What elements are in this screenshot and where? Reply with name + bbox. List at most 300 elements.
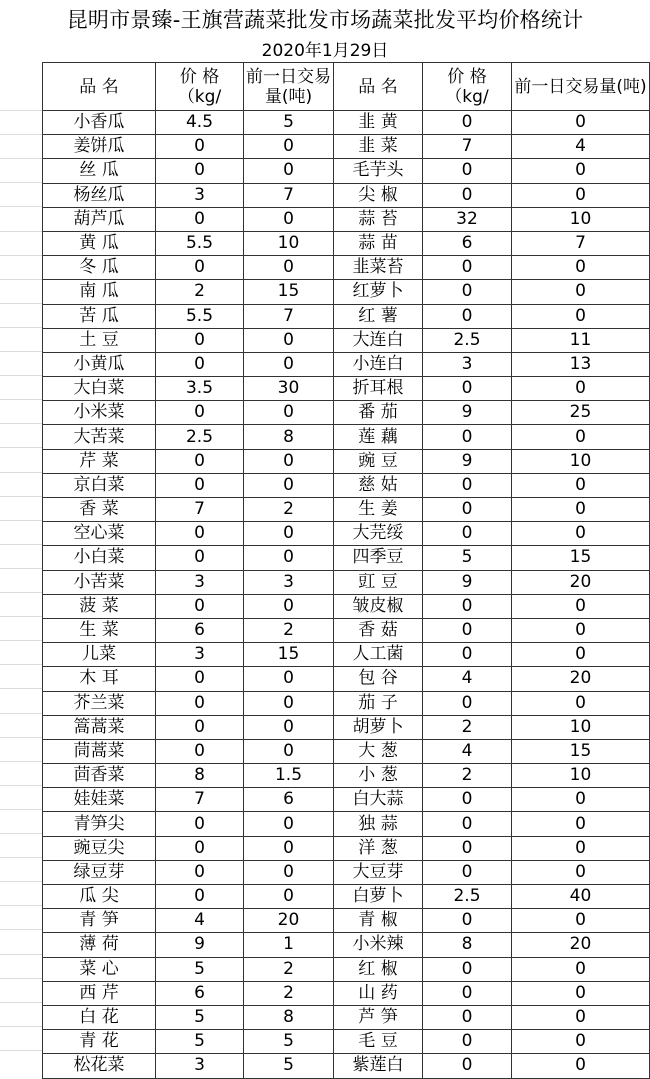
item-price-2: 4 xyxy=(423,739,512,763)
item-price: 0 xyxy=(156,546,244,570)
gutter-line xyxy=(0,182,42,183)
item-volume-2: 0 xyxy=(512,957,650,981)
item-volume: 2 xyxy=(244,498,334,522)
item-price: 7 xyxy=(156,788,244,812)
table-row xyxy=(43,473,650,497)
item-name-2: 香 菇 xyxy=(334,618,423,642)
item-price-2: 0 xyxy=(423,1005,512,1029)
item-volume: 0 xyxy=(244,401,334,425)
item-price-2: 0 xyxy=(423,183,512,207)
item-price-2: 0 xyxy=(423,691,512,715)
gutter-line xyxy=(0,761,42,762)
item-name: 薄 荷 xyxy=(43,933,156,957)
item-price: 0 xyxy=(156,594,244,618)
item-name-2: 蒜 苗 xyxy=(334,231,423,255)
table-row xyxy=(43,280,650,304)
table-row xyxy=(43,135,650,159)
item-price-2: 2.5 xyxy=(423,328,512,352)
item-price: 0 xyxy=(156,739,244,763)
item-volume: 0 xyxy=(244,594,334,618)
item-price-2: 0 xyxy=(423,498,512,522)
item-volume: 5 xyxy=(244,111,334,135)
item-name-2: 红 椒 xyxy=(334,957,423,981)
item-price-2: 0 xyxy=(423,788,512,812)
gutter-line xyxy=(0,978,42,979)
item-price: 0 xyxy=(156,449,244,473)
item-volume-2: 0 xyxy=(512,643,650,667)
gutter-line xyxy=(0,544,42,545)
table-row xyxy=(43,715,650,739)
item-volume-2: 13 xyxy=(512,352,650,376)
item-name: 儿菜 xyxy=(43,643,156,667)
table-row xyxy=(43,667,650,691)
item-price-2: 0 xyxy=(423,377,512,401)
item-name: 篙蒿菜 xyxy=(43,715,156,739)
item-volume-2: 0 xyxy=(512,1054,650,1078)
item-price: 6 xyxy=(156,618,244,642)
item-name-2: 韭 菜 xyxy=(334,135,423,159)
item-name: 生 菜 xyxy=(43,618,156,642)
item-name-2: 生 姜 xyxy=(334,498,423,522)
item-volume-2: 0 xyxy=(512,377,650,401)
gutter-line xyxy=(0,809,42,810)
item-price: 5.5 xyxy=(156,304,244,328)
item-volume-2: 10 xyxy=(512,449,650,473)
item-volume: 1 xyxy=(244,933,334,957)
item-volume-2: 0 xyxy=(512,256,650,280)
gutter-line xyxy=(0,881,42,882)
header-price: 价 格 （kg/ xyxy=(156,63,244,111)
item-price-2: 9 xyxy=(423,570,512,594)
item-volume-2: 20 xyxy=(512,667,650,691)
item-volume: 0 xyxy=(244,715,334,739)
item-name: 芹 菜 xyxy=(43,449,156,473)
gutter-line xyxy=(0,303,42,304)
item-price: 0 xyxy=(156,812,244,836)
item-price: 0 xyxy=(156,352,244,376)
item-volume-2: 0 xyxy=(512,691,650,715)
item-name: 大苦菜 xyxy=(43,425,156,449)
table-row xyxy=(43,860,650,884)
table-row xyxy=(43,594,650,618)
price-table xyxy=(42,62,650,1079)
item-price: 8 xyxy=(156,764,244,788)
table-row xyxy=(43,522,650,546)
item-name: 葫芦瓜 xyxy=(43,207,156,231)
table-row xyxy=(43,231,650,255)
item-volume: 0 xyxy=(244,135,334,159)
item-volume: 0 xyxy=(244,885,334,909)
item-volume-2: 4 xyxy=(512,135,650,159)
item-price: 4 xyxy=(156,909,244,933)
item-name: 菜 心 xyxy=(43,957,156,981)
item-price: 3 xyxy=(156,183,244,207)
item-volume-2: 0 xyxy=(512,304,650,328)
table-row xyxy=(43,377,650,401)
gutter-line xyxy=(0,158,42,159)
item-volume: 0 xyxy=(244,860,334,884)
item-price: 5 xyxy=(156,1005,244,1029)
item-name-2: 胡萝卜 xyxy=(334,715,423,739)
item-name: 香 菜 xyxy=(43,498,156,522)
gutter-line xyxy=(0,857,42,858)
item-volume: 15 xyxy=(244,643,334,667)
table-row xyxy=(43,957,650,981)
table-row xyxy=(43,643,650,667)
gutter-line xyxy=(0,616,42,617)
item-volume-2: 0 xyxy=(512,522,650,546)
item-name: 芥兰菜 xyxy=(43,691,156,715)
item-volume-2: 40 xyxy=(512,885,650,909)
table-row xyxy=(43,739,650,763)
item-volume: 5 xyxy=(244,1030,334,1054)
item-price-2: 0 xyxy=(423,643,512,667)
item-name-2: 白大蒜 xyxy=(334,788,423,812)
item-name: 小米菜 xyxy=(43,401,156,425)
gutter-line xyxy=(0,496,42,497)
item-name-2: 韭菜苔 xyxy=(334,256,423,280)
item-volume: 0 xyxy=(244,352,334,376)
item-name: 菠 菜 xyxy=(43,594,156,618)
item-name: 京白菜 xyxy=(43,473,156,497)
item-volume: 0 xyxy=(244,812,334,836)
gutter-line xyxy=(0,688,42,689)
item-volume: 0 xyxy=(244,328,334,352)
item-price: 5.5 xyxy=(156,231,244,255)
table-row xyxy=(43,546,650,570)
item-name-2: 白萝卜 xyxy=(334,885,423,909)
item-name: 丝 瓜 xyxy=(43,159,156,183)
table-row xyxy=(43,1030,650,1054)
item-volume-2: 0 xyxy=(512,788,650,812)
item-volume: 0 xyxy=(244,256,334,280)
item-price: 5 xyxy=(156,1030,244,1054)
gutter-line xyxy=(0,279,42,280)
item-volume-2: 15 xyxy=(512,739,650,763)
item-name-2: 大芫绥 xyxy=(334,522,423,546)
table-row xyxy=(43,618,650,642)
item-volume: 30 xyxy=(244,377,334,401)
item-price-2: 6 xyxy=(423,231,512,255)
item-volume: 7 xyxy=(244,183,334,207)
item-name-2: 折耳根 xyxy=(334,377,423,401)
item-volume: 6 xyxy=(244,788,334,812)
table-row xyxy=(43,425,650,449)
gutter-line xyxy=(0,833,42,834)
table-row xyxy=(43,159,650,183)
item-volume: 10 xyxy=(244,231,334,255)
gutter-line xyxy=(0,423,42,424)
item-price-2: 8 xyxy=(423,933,512,957)
item-name-2: 番 茄 xyxy=(334,401,423,425)
item-price-2: 7 xyxy=(423,135,512,159)
item-volume: 0 xyxy=(244,159,334,183)
item-price-2: 0 xyxy=(423,1030,512,1054)
item-name: 豌豆尖 xyxy=(43,836,156,860)
item-price-2: 3 xyxy=(423,352,512,376)
gutter-line xyxy=(0,640,42,641)
gutter-line xyxy=(0,785,42,786)
item-price-2: 0 xyxy=(423,909,512,933)
item-name-2: 韭 黄 xyxy=(334,111,423,135)
item-volume: 0 xyxy=(244,522,334,546)
item-volume-2: 0 xyxy=(512,280,650,304)
item-name-2: 人工菌 xyxy=(334,643,423,667)
item-name-2: 小连白 xyxy=(334,352,423,376)
item-name-2: 青 椒 xyxy=(334,909,423,933)
item-name-2: 独 蒜 xyxy=(334,812,423,836)
item-volume: 1.5 xyxy=(244,764,334,788)
gutter-line xyxy=(0,327,42,328)
item-price-2: 0 xyxy=(423,473,512,497)
item-price-2: 2 xyxy=(423,764,512,788)
item-name-2: 大连白 xyxy=(334,328,423,352)
header-name: 品 名 xyxy=(43,63,156,111)
item-name: 小白菜 xyxy=(43,546,156,570)
item-price-2: 0 xyxy=(423,425,512,449)
item-name: 南 瓜 xyxy=(43,280,156,304)
item-volume-2: 0 xyxy=(512,909,650,933)
item-volume-2: 0 xyxy=(512,981,650,1005)
item-volume: 0 xyxy=(244,836,334,860)
item-price: 0 xyxy=(156,885,244,909)
item-price: 3 xyxy=(156,570,244,594)
item-name: 娃娃菜 xyxy=(43,788,156,812)
item-price-2: 0 xyxy=(423,111,512,135)
item-name-2: 紫莲白 xyxy=(334,1054,423,1078)
item-name-2: 蒜 苔 xyxy=(334,207,423,231)
item-name-2: 毛芋头 xyxy=(334,159,423,183)
item-volume-2: 15 xyxy=(512,546,650,570)
gutter-line xyxy=(0,472,42,473)
item-volume: 20 xyxy=(244,909,334,933)
item-volume-2: 10 xyxy=(512,715,650,739)
gutter-line xyxy=(0,664,42,665)
item-price: 0 xyxy=(156,860,244,884)
item-name-2: 豌 豆 xyxy=(334,449,423,473)
item-volume: 0 xyxy=(244,449,334,473)
item-name: 苦 瓜 xyxy=(43,304,156,328)
item-name-2: 小米辣 xyxy=(334,933,423,957)
item-price-2: 32 xyxy=(423,207,512,231)
item-volume: 2 xyxy=(244,957,334,981)
item-name: 冬 瓜 xyxy=(43,256,156,280)
table-row xyxy=(43,570,650,594)
item-volume: 7 xyxy=(244,304,334,328)
table-row xyxy=(43,836,650,860)
item-price: 2 xyxy=(156,280,244,304)
item-volume-2: 25 xyxy=(512,401,650,425)
item-volume-2: 0 xyxy=(512,1030,650,1054)
item-price-2: 5 xyxy=(423,546,512,570)
header-volume-2: 前一日交易量(吨) xyxy=(512,63,650,111)
table-row xyxy=(43,449,650,473)
item-name: 松花菜 xyxy=(43,1054,156,1078)
item-name-2: 四季豆 xyxy=(334,546,423,570)
item-volume-2: 20 xyxy=(512,570,650,594)
item-price: 5 xyxy=(156,957,244,981)
item-volume: 5 xyxy=(244,1054,334,1078)
item-price: 0 xyxy=(156,256,244,280)
item-name-2: 小 葱 xyxy=(334,764,423,788)
item-price: 0 xyxy=(156,159,244,183)
gutter-line xyxy=(0,954,42,955)
item-volume: 0 xyxy=(244,546,334,570)
item-name-2: 尖 椒 xyxy=(334,183,423,207)
gutter-line xyxy=(0,206,42,207)
item-price: 0 xyxy=(156,401,244,425)
gutter-line xyxy=(0,929,42,930)
item-name: 西 芹 xyxy=(43,981,156,1005)
item-volume-2: 0 xyxy=(512,812,650,836)
table-row xyxy=(43,764,650,788)
item-name-2: 慈 姑 xyxy=(334,473,423,497)
table-row xyxy=(43,909,650,933)
item-name: 青 笋 xyxy=(43,909,156,933)
item-volume: 2 xyxy=(244,981,334,1005)
item-volume-2: 0 xyxy=(512,159,650,183)
item-name-2: 包 谷 xyxy=(334,667,423,691)
item-volume-2: 0 xyxy=(512,836,650,860)
item-volume: 2 xyxy=(244,618,334,642)
item-name-2: 山 药 xyxy=(334,981,423,1005)
item-name: 青 花 xyxy=(43,1030,156,1054)
item-name: 绿豆芽 xyxy=(43,860,156,884)
item-volume-2: 20 xyxy=(512,933,650,957)
item-volume: 0 xyxy=(244,473,334,497)
item-volume-2: 10 xyxy=(512,207,650,231)
item-name-2: 红萝卜 xyxy=(334,280,423,304)
item-price-2: 0 xyxy=(423,522,512,546)
item-name-2: 毛 豆 xyxy=(334,1030,423,1054)
table-row xyxy=(43,981,650,1005)
item-volume-2: 0 xyxy=(512,594,650,618)
item-name-2: 红 薯 xyxy=(334,304,423,328)
table-row xyxy=(43,111,650,135)
item-volume: 0 xyxy=(244,691,334,715)
item-price: 0 xyxy=(156,328,244,352)
item-name: 白 花 xyxy=(43,1005,156,1029)
item-name: 小苦菜 xyxy=(43,570,156,594)
gutter-line xyxy=(0,231,42,232)
item-price: 6 xyxy=(156,981,244,1005)
item-volume: 0 xyxy=(244,667,334,691)
gutter-line xyxy=(0,1050,42,1051)
table-row xyxy=(43,328,650,352)
table-row xyxy=(43,304,650,328)
table-row xyxy=(43,256,650,280)
gutter-line xyxy=(0,447,42,448)
header-name-2: 品 名 xyxy=(334,63,423,111)
item-price: 4.5 xyxy=(156,111,244,135)
table-row xyxy=(43,183,650,207)
item-price: 0 xyxy=(156,691,244,715)
item-name-2: 大 葱 xyxy=(334,739,423,763)
item-volume-2: 0 xyxy=(512,111,650,135)
gutter-line xyxy=(0,110,42,111)
table-header-row xyxy=(43,63,650,111)
item-volume-2: 0 xyxy=(512,473,650,497)
item-volume: 15 xyxy=(244,280,334,304)
item-name-2: 大豆芽 xyxy=(334,860,423,884)
item-volume-2: 0 xyxy=(512,425,650,449)
gutter-line xyxy=(0,375,42,376)
gutter-line xyxy=(0,351,42,352)
item-name: 土 豆 xyxy=(43,328,156,352)
item-volume-2: 0 xyxy=(512,618,650,642)
item-price-2: 0 xyxy=(423,1054,512,1078)
item-price: 3 xyxy=(156,1054,244,1078)
item-price: 0 xyxy=(156,207,244,231)
table-row xyxy=(43,933,650,957)
item-price: 0 xyxy=(156,473,244,497)
table-row xyxy=(43,207,650,231)
item-price: 0 xyxy=(156,522,244,546)
table-row xyxy=(43,885,650,909)
item-price-2: 0 xyxy=(423,280,512,304)
item-name-2: 皱皮椒 xyxy=(334,594,423,618)
report-date: 2020年1月29日 xyxy=(261,41,389,61)
item-volume: 3 xyxy=(244,570,334,594)
item-price: 0 xyxy=(156,715,244,739)
page-title: 昆明市景臻-王旗营蔬菜批发市场蔬菜批发平均价格统计 xyxy=(66,8,584,32)
item-price-2: 9 xyxy=(423,449,512,473)
item-name-2: 莲 藕 xyxy=(334,425,423,449)
item-price-2: 0 xyxy=(423,836,512,860)
item-name: 黄 瓜 xyxy=(43,231,156,255)
item-price: 0 xyxy=(156,135,244,159)
item-name: 小香瓜 xyxy=(43,111,156,135)
item-name: 小黄瓜 xyxy=(43,352,156,376)
header-volume: 前一日交易量(吨) xyxy=(244,63,334,111)
gutter-line xyxy=(0,399,42,400)
left-gutter xyxy=(0,62,43,1075)
gutter-line xyxy=(0,737,42,738)
item-price: 9 xyxy=(156,933,244,957)
item-price-2: 0 xyxy=(423,860,512,884)
gutter-line xyxy=(0,905,42,906)
item-name: 茼蒿菜 xyxy=(43,739,156,763)
item-name: 空心菜 xyxy=(43,522,156,546)
gutter-line xyxy=(0,568,42,569)
table-row xyxy=(43,788,650,812)
item-volume-2: 0 xyxy=(512,498,650,522)
gutter-line xyxy=(0,713,42,714)
item-name: 茴香菜 xyxy=(43,764,156,788)
item-name-2: 茄 子 xyxy=(334,691,423,715)
item-name: 瓜 尖 xyxy=(43,885,156,909)
item-name-2: 芦 笋 xyxy=(334,1005,423,1029)
item-name: 木 耳 xyxy=(43,667,156,691)
item-price-2: 4 xyxy=(423,667,512,691)
item-price-2: 9 xyxy=(423,401,512,425)
item-price-2: 0 xyxy=(423,304,512,328)
item-price: 2.5 xyxy=(156,425,244,449)
table-row xyxy=(43,812,650,836)
item-name: 杨丝瓜 xyxy=(43,183,156,207)
item-price-2: 0 xyxy=(423,618,512,642)
item-name: 大白菜 xyxy=(43,377,156,401)
item-price-2: 0 xyxy=(423,957,512,981)
item-price: 7 xyxy=(156,498,244,522)
table-row xyxy=(43,691,650,715)
item-price-2: 0 xyxy=(423,981,512,1005)
item-volume-2: 0 xyxy=(512,183,650,207)
item-volume: 8 xyxy=(244,1005,334,1029)
item-volume-2: 7 xyxy=(512,231,650,255)
table-row xyxy=(43,1054,650,1078)
item-volume-2: 10 xyxy=(512,764,650,788)
